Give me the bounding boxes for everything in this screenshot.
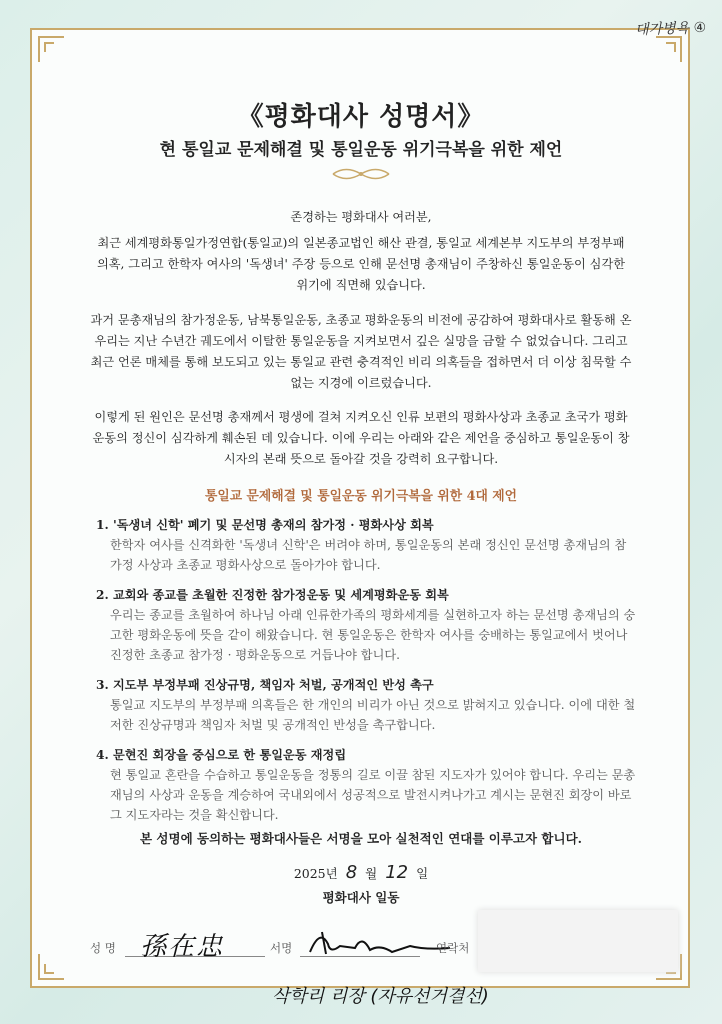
proposal-title: 2. 교회와 종교를 초월한 진정한 참가정운동 및 세계평화운동 회복 bbox=[96, 588, 449, 602]
sender: 평화대사 일동 bbox=[322, 890, 400, 905]
contact-label: 연락처 bbox=[436, 941, 470, 955]
date-month-handwritten: 8 bbox=[345, 862, 358, 883]
handwritten-note: 대가병욕 ④ bbox=[634, 19, 707, 39]
proposal-title: 4. 문현진 회장을 중심으로 한 통일운동 재정립 bbox=[96, 748, 347, 762]
handwritten-name: 孫在忠 bbox=[140, 932, 225, 962]
paragraph: 과거 문총재님의 참가정운동, 남북통일운동, 초종교 평화운동의 비전에 공감하여 평화대사로 활동해 온 우리는 지난 수년간 궤도에서 이탈한 통일운동을 지켜보면서 깊은 실망을 금할 수 없었습니다. 그리고 최근 언론 매체를 통해 보도되고 있는 통일교 관련 충격적인 비리 의혹들을 접하면서 더 이상 침묵할 수 없는 지경에 이르렀습니다. bbox=[90, 313, 632, 390]
flourish-ornament-icon bbox=[331, 165, 391, 183]
document-title: 《평화대사 성명서》 bbox=[237, 102, 485, 132]
proposal-item bbox=[96, 515, 636, 575]
corner-ornament bbox=[38, 36, 64, 62]
closing-statement: 본 성명에 동의하는 평화대사들은 서명을 모아 실천적인 연대를 이루고자 합니다. bbox=[140, 831, 582, 846]
proposal-body: 우리는 종교를 초월하여 하나님 아래 인류한가족의 평화세계를 실현하고자 하는 문선명 총재님의 숭고한 평화운동에 뜻을 같이 해왔습니다. 현 통일운동은 한학자 여사를 숭배하는 통일교에서 벗어나 진정한 초종교 참가정 · 평화운동으로 거듭나야 합니다. bbox=[110, 608, 636, 662]
document-date bbox=[0, 862, 722, 883]
proposal-body: 통일교 지도부의 부정부패 의혹들은 한 개인의 비리가 아닌 것으로 밝혀지고 있습니다. 이에 대한 철저한 진상규명과 책임자 처벌 및 공개적인 반성을 촉구합니다. bbox=[110, 698, 636, 732]
handwritten-affiliation: 삭학리 리장 (자유선거결선) bbox=[272, 986, 489, 1007]
paragraph: 이렇게 된 원인은 문선명 총재께서 평생에 걸쳐 지켜오신 인류 보편의 평화사상과 초종교 초국가 평화운동의 정신이 심각하게 훼손된 데 있습니다. 이에 우리는 아래와 같은 제언을 중심하고 통일운동이 창시자의 본래 뜻으로 돌아갈 것을 강력히 요구합니다. bbox=[92, 410, 630, 466]
date-day-handwritten: 12 bbox=[385, 862, 409, 883]
proposal-body: 현 통일교 혼란을 수습하고 통일운동을 정통의 길로 이끌 참된 지도자가 있어야 합니다. 우리는 문총재님의 사상과 운동을 계승하여 국내외에서 성공적으로 발전시켜나가고 계시는 문현진 회장이 바로 그 지도자라는 것을 확신합니다. bbox=[110, 768, 636, 822]
proposal-title: 3. 지도부 부정부패 진상규명, 책임자 처벌, 공개적인 반성 촉구 bbox=[96, 678, 434, 692]
corner-ornament bbox=[656, 36, 682, 62]
proposal-title: 1. '독생녀 신학' 폐기 및 문선명 총재의 참가정 · 평화사상 회복 bbox=[96, 518, 434, 532]
greeting: 존경하는 평화대사 여러분, bbox=[290, 210, 432, 224]
proposal-item bbox=[96, 585, 636, 665]
proposal-body: 한학자 여사를 신격화한 '독생녀 신학'은 버려야 하며, 통일운동의 본래 정신인 문선명 총재님의 참가정 사상과 초종교 평화사상으로 돌아가야 합니다. bbox=[110, 538, 627, 572]
date-year: 2025년 bbox=[293, 866, 338, 881]
date-month-unit: 월 bbox=[365, 866, 378, 881]
date-day-unit: 일 bbox=[416, 866, 429, 881]
paragraph: 최근 세계평화통일가정연합(통일교)의 일본종교법인 해산 관결, 통일교 세계본부 지도부의 부정부패 의혹, 그리고 한학자 여사의 '독생녀' 주장 등으로 인해 문선명 총재님이 주창하신 통일운동이 심각한 위기에 직면해 있습니다. bbox=[97, 236, 625, 292]
redacted-area bbox=[478, 910, 678, 972]
document-subtitle: 현 통일교 문제해결 및 통일운동 위기극복을 위한 제언 bbox=[159, 140, 563, 160]
proposal-list bbox=[96, 515, 636, 835]
sign-label: 서명 bbox=[270, 941, 293, 955]
proposal-item bbox=[96, 675, 636, 735]
proposal-item bbox=[96, 745, 636, 825]
proposals-heading: 통일교 문제해결 및 통일운동 위기극복을 위한 4대 제언 bbox=[204, 489, 518, 504]
name-label: 성 명 bbox=[90, 941, 116, 955]
